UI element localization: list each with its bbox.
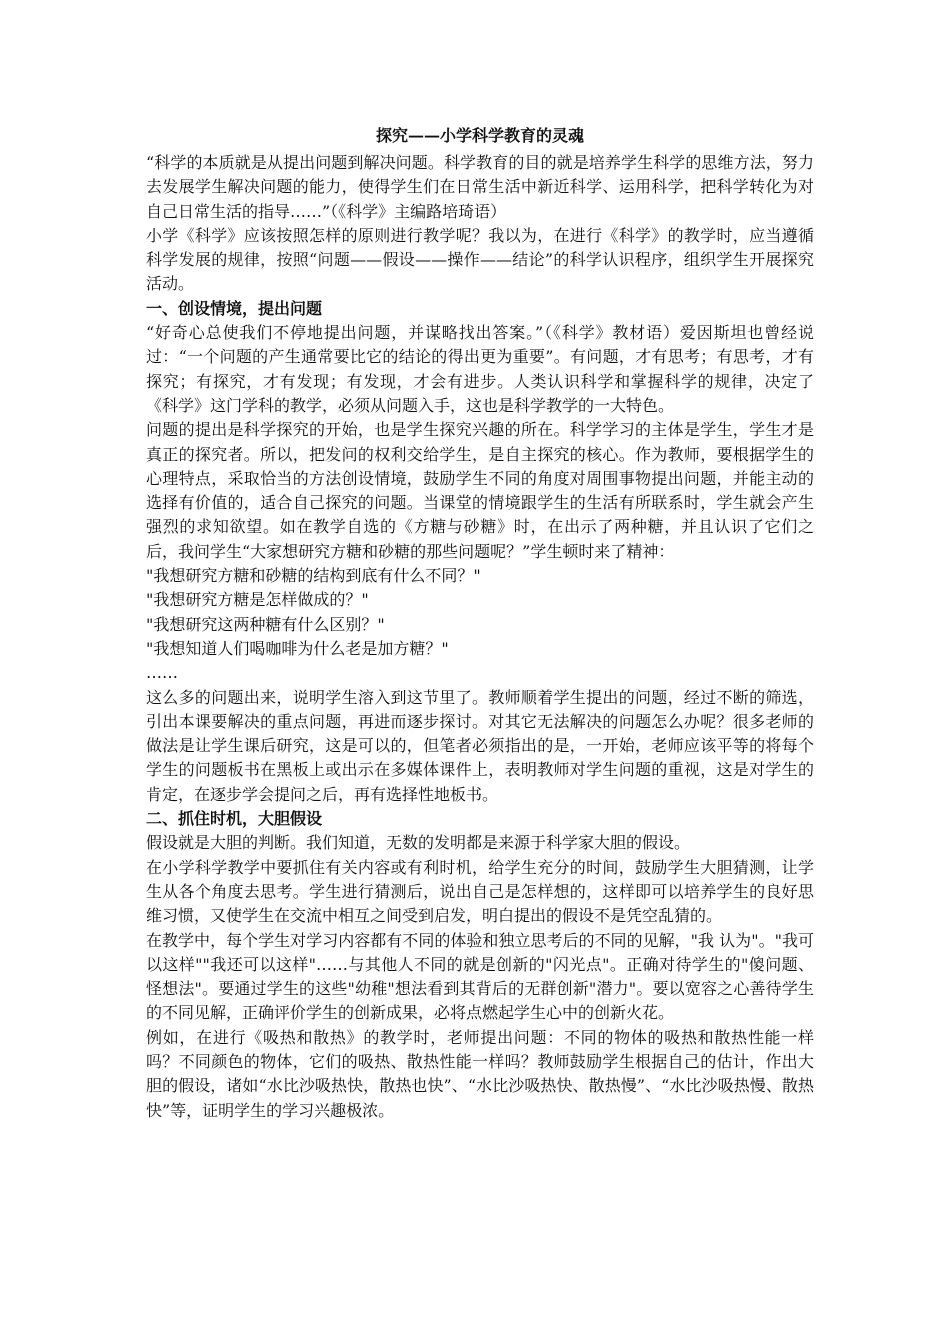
- section-2-heading: 二、抓住时机，大胆假设: [146, 809, 323, 829]
- section-2-paragraph: 例如，在进行《吸热和散热》的教学时，老师提出问题：不同的物体的吸热和散热性能一样吗？不同颜色的物体，它们的吸热、散热性能一样吗？教师鼓励学生根据自己的估计，作出大胆的假设，诸如“水比沙吸热快，散热也快”、“水比沙吸热快、散热慢”、“水比沙吸热慢、散热快”等，证明学生的学习兴趣极浓。: [146, 1027, 814, 1120]
- section-1-paragraph: 这么多的问题出来，说明学生溶入到这节里了。教师顺着学生提出的问题，经过不断的筛选，引出本课要解决的重点问题，再进而逐步探讨。对其它无法解决的问题怎么办呢？很多老师的做法是让学生课后研究，这是可以的，但笔者必须指出的是，一开始，老师应该平等的将每个学生的问题板书在黑板上或出示在多媒体课件上，表明教师对学生问题的重视，这是对学生的肯定，在逐步学会提问之后，再有选择性地板书。: [146, 687, 814, 804]
- intro-quote-paragraph: “科学的本质就是从提出问题到解决问题。科学教育的目的就是培养学生科学的思维方法，努力去发展学生解决问题的能力，使得学生们在日常生活中新近科学、运用科学，把科学转化为对自己日常生活的指导……”（《科学》主编路培琦语）: [146, 153, 814, 221]
- student-question: "我想研究方糖和砂糖的结构到底有什么不同？": [146, 566, 481, 586]
- document-page: [146, 123, 814, 1123]
- student-question: "我想知道人们喝咖啡为什么老是加方糖？": [146, 638, 449, 658]
- section-1-paragraph: 问题的提出是科学探究的开始，也是学生探究兴趣的所在。科学学习的主体是学生，学生才是真正的探究者。所以，把发问的权利交给学生，是自主探究的核心。作为教师，要根据学生的心理特点，采取恰当的方法创设情境，鼓励学生不同的角度对周围事物提出问题，并能主动的选择有价值的，适合自己探究的问题。当课堂的情境跟学生的生活有所联系时，学生就会产生强烈的求知欲望。如在教学自选的《方糖与砂糖》时，在出示了两种糖，并且认识了它们之后，我问学生“大家想研究方糖和砂糖的那些问题呢？”学生顿时来了精神：: [146, 420, 814, 561]
- section-2-paragraph: 在小学科学教学中要抓住有关内容或有利时机，给学生充分的时间，鼓励学生大胆猜测，让学生从各个角度去思考。学生进行猜测后，说出自己是怎样想的，这样即可以培养学生的良好思维习惯，又使学生在交流中相互之间受到启发，明白提出的假设不是凭空乱猜的。: [146, 857, 814, 926]
- section-1-paragraph: “好奇心总使我们不停地提出问题，并谋略找出答案。”（《科学》教材语）爱因斯坦也曾经说过：“一个问题的产生通常要比它的结论的得出更为重要”。有问题，才有思考；有思考，才有探究；有探究，才有发现；有发现，才会有进步。人类认识科学和掌握科学的规律，决定了《科学》这门学科的教学，必须从问题入手，这也是科学教学的一大特色。: [146, 323, 814, 415]
- section-2-paragraph: 在教学中，每个学生对学习内容都有不同的体验和独立思考后的不同的见解，"我 认为"。"我可以这样""我还可以这样"……与其他人不同的就是创新的"闪光点"。正确对待学生的"傻问题、怪想法"。要通过学生的这些"幼稚"想法看到其背后的无群创新"潜力"。要以宽容之心善待学生的不同见解，正确评价学生的创新成果，必将点燃起学生心中的创新火花。: [146, 930, 814, 1023]
- student-question: "我想研究这两种糖有什么区别？": [146, 614, 385, 634]
- student-question: "我想研究方糖是怎样做成的？": [146, 590, 369, 610]
- ellipsis-line: ……: [146, 663, 178, 683]
- intro-paragraph: 小学《科学》应该按照怎样的原则进行教学呢？我以为，在进行《科学》的教学时，应当遵循科学发展的规律，按照“问题——假设——操作——结论”的科学认识程序，组织学生开展探究活动。: [146, 225, 814, 294]
- section-2-paragraph: 假设就是大胆的判断。我们知道，无数的发明都是来源于科学家大胆的假设。: [146, 833, 691, 853]
- document-title: 探究——小学科学教育的灵魂: [375, 126, 584, 145]
- section-1-heading: 一、创设情境，提出问题: [146, 298, 323, 318]
